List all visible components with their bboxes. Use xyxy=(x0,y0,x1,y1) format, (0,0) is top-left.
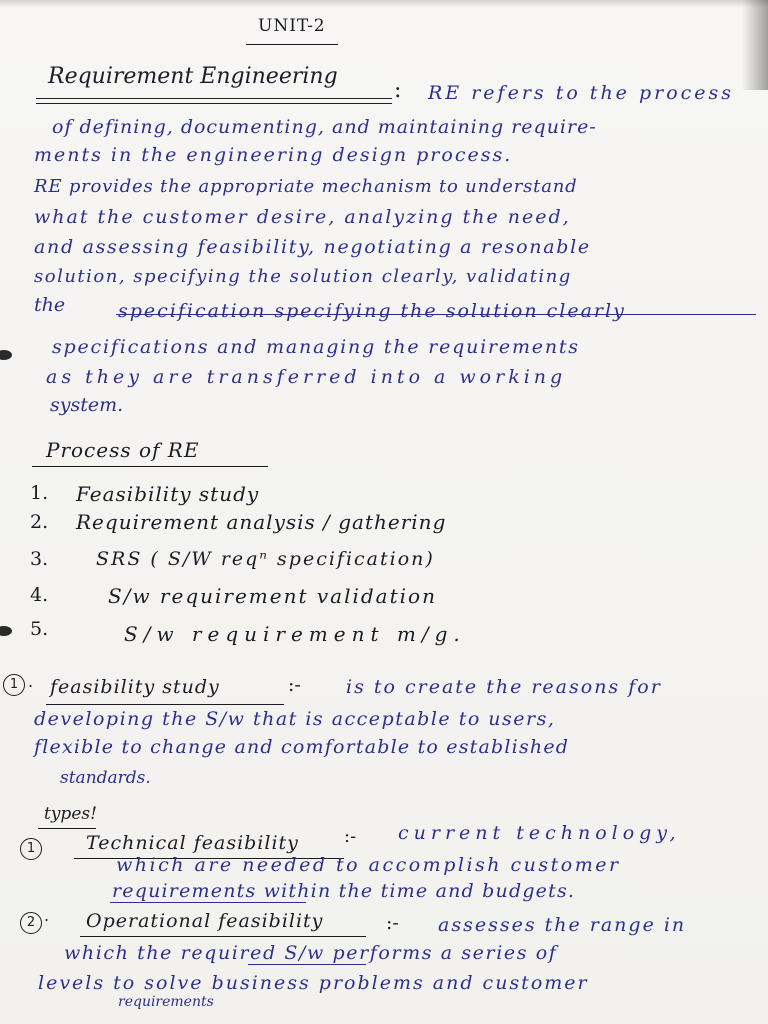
process-heading-underline xyxy=(32,466,268,467)
operational-sep: :- xyxy=(386,912,399,934)
feasibility-line: is to create the reasons for xyxy=(346,676,662,698)
process-item-number: 1. xyxy=(30,482,49,504)
re-heading-underline xyxy=(36,98,392,99)
types-underline xyxy=(38,828,96,829)
technical-line: requirements within the time and budgets. xyxy=(112,880,576,902)
process-item-number: 3. xyxy=(30,548,49,570)
re-line: RE refers to the process xyxy=(428,82,735,104)
technical-line: which are needed to accomplish customer xyxy=(116,854,621,876)
re-colon: : xyxy=(394,78,402,103)
technical-line-underline xyxy=(110,902,306,903)
process-item-number: 4. xyxy=(30,584,49,606)
page-edge-shadow xyxy=(742,0,768,90)
feasibility-line: standards. xyxy=(60,768,151,788)
feasibility-line: flexible to change and comfortable to established xyxy=(34,736,570,758)
technical-line: current technology, xyxy=(398,822,681,844)
re-line: specifications and managing the requirements xyxy=(52,336,580,358)
process-item-text: SRS ( S/W reqⁿ specification) xyxy=(96,548,435,570)
re-line: system. xyxy=(50,394,124,416)
section-marker: 1 xyxy=(20,838,42,860)
re-line: as they are transferred into a working xyxy=(46,366,567,388)
ink-blot xyxy=(0,350,12,360)
process-heading: Process of RE xyxy=(46,438,200,462)
operational-heading: Operational feasibility xyxy=(86,910,324,932)
strike-line xyxy=(116,314,756,315)
re-heading-underline-2 xyxy=(36,103,392,104)
page-top-shadow xyxy=(0,0,768,8)
technical-sep: :- xyxy=(344,826,357,847)
marker-dot: . xyxy=(44,906,50,925)
required-underline xyxy=(248,964,366,965)
feasibility-heading: feasibility study xyxy=(50,676,220,698)
re-line: solution, specifying the solution clearly, validating xyxy=(34,266,572,287)
marker-dot: . xyxy=(28,672,34,691)
re-heading: Requirement Engineering xyxy=(48,64,338,89)
process-item-number: 5. xyxy=(30,618,49,640)
operational-line: assesses the range in xyxy=(438,914,687,936)
types-heading: types! xyxy=(44,804,97,824)
process-item-text: S/w requirement m/g. xyxy=(124,622,466,646)
process-item-text: Requirement analysis / gathering xyxy=(76,510,447,534)
re-line: the xyxy=(34,294,66,316)
process-item-text: Feasibility study xyxy=(76,482,260,506)
operational-line: requirements xyxy=(118,994,214,1010)
process-item-text: S/w requirement validation xyxy=(108,584,437,608)
feasibility-sep: :- xyxy=(288,674,301,696)
re-line: and assessing feasibility, negotiating a resonable xyxy=(34,236,591,258)
re-line: what the customer desire, analyzing the need, xyxy=(34,206,571,228)
operational-line: which the required S/w performs a series of xyxy=(64,942,558,964)
re-line: of defining, documenting, and maintaining require- xyxy=(52,116,597,138)
operational-underline xyxy=(80,936,366,937)
section-marker: 2 xyxy=(20,912,42,934)
feasibility-underline xyxy=(46,704,284,705)
page-title: UNIT-2 xyxy=(258,16,326,36)
struck-text: specification specifying the solution clearly xyxy=(118,300,626,322)
process-item-number: 2. xyxy=(30,511,49,533)
ink-blot xyxy=(0,626,12,636)
technical-heading: Technical feasibility xyxy=(86,832,299,854)
operational-line: levels to solve business problems and customer xyxy=(38,972,589,994)
feasibility-line: developing the S/w that is acceptable to users, xyxy=(34,708,556,730)
re-line: RE provides the appropriate mechanism to understand xyxy=(34,176,578,197)
re-line: ments in the engineering design process. xyxy=(34,144,513,166)
section-marker: 1 xyxy=(3,674,25,696)
title-underline xyxy=(246,44,338,45)
